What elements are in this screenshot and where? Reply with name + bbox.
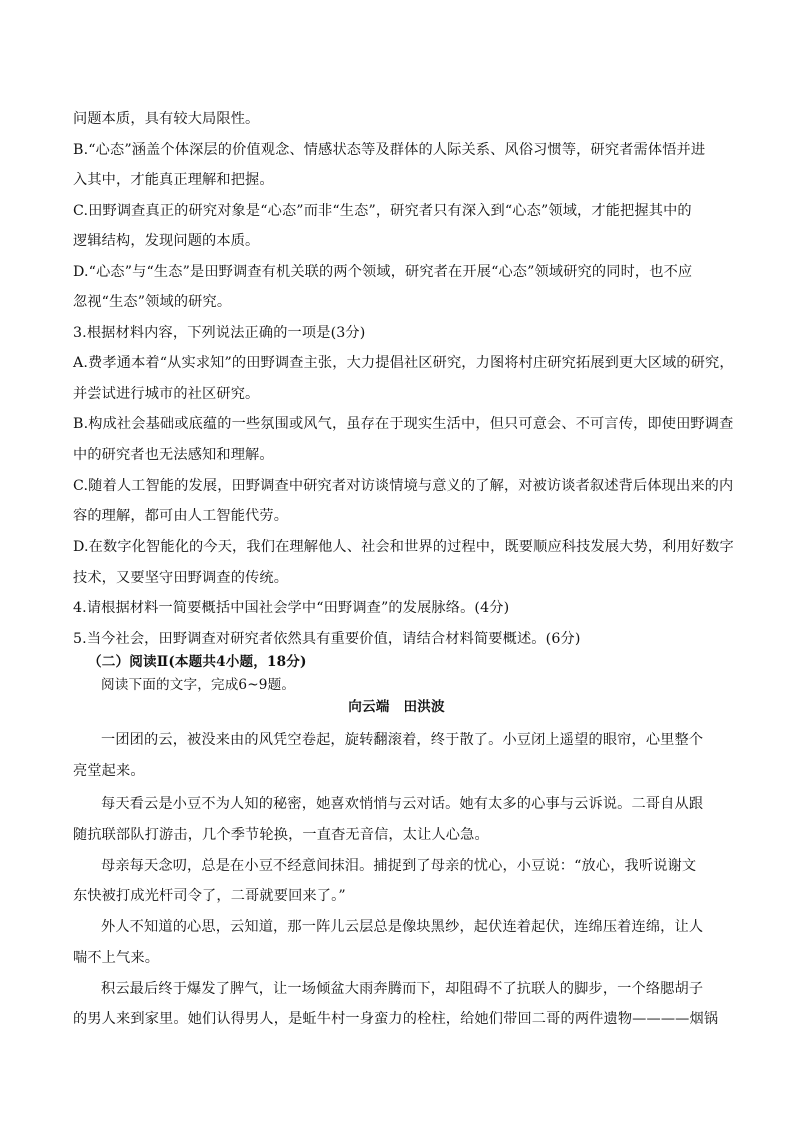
q3-option-b-line1: B.构成社会基础或底蕴的一些氛围或风气，虽存在于现实生活中，但只可意会、不可言传，即使田野调查 bbox=[73, 416, 734, 432]
q3-option-c-line2: 容的理解，都可由人工智能代劳。 bbox=[73, 508, 289, 524]
story-paragraph-1-line2: 亮堂起来。 bbox=[73, 763, 145, 779]
q2-option-d-line1: D.“心态”与“生态”是田野调查有机关联的两个领域，研究者在开展“心态”领域研究的同时，也不应 bbox=[73, 264, 693, 280]
q3-option-c-line1: C.随着人工智能的发展，田野调查中研究者对访谈情境与意义的了解，对被访谈者叙述背后体现出来的内 bbox=[73, 478, 734, 494]
q3-option-a-line1: A.费孝通本着“从实求知”的田野调查主张，大力提倡社区研究，力图将村庄研究拓展到更大区域的研究， bbox=[73, 355, 734, 371]
story-paragraph-5-line2: 的男人来到家里。她们认得男人，是蚯牛村一身蛮力的栓柱，给她们带回二哥的两件遗物————烟锅 bbox=[73, 1011, 719, 1027]
story-paragraph-4-line2: 喘不上气来。 bbox=[73, 950, 160, 966]
q2-option-a-continuation: 问题本质，具有较大局限性。 bbox=[73, 111, 260, 127]
story-paragraph-2-line1: 每天看云是小豆不为人知的秘密，她喜欢悄悄与云对话。她有太多的心事与云诉说。二哥自从跟 bbox=[101, 796, 704, 812]
section-instruction: 阅读下面的文字，完成6~9题。 bbox=[101, 677, 296, 693]
story-paragraph-3-line2: 东快被打成光杆司令了，二哥就要回来了。” bbox=[73, 888, 346, 904]
q3-option-a-line2: 并尝试进行城市的社区研究。 bbox=[73, 386, 260, 402]
story-paragraph-3-line1: 母亲每天念叨，总是在小豆不经意间抹泪。捕捉到了母亲的忧心，小豆说：“放心，我听说谢文 bbox=[101, 858, 697, 874]
q2-option-b-line2: 入其中，才能真正理解和把握。 bbox=[73, 172, 274, 188]
q3-option-b-line2: 中的研究者也无法感知和理解。 bbox=[73, 447, 274, 463]
story-paragraph-4-line1: 外人不知道的心思，云知道，那一阵儿云层总是像块黑纱，起伏连着起伏，连绵压着连绵，让人 bbox=[101, 919, 704, 935]
question-4: 4.请根据材料一简要概括中国社会学中“田野调查”的发展脉络。(4分) bbox=[73, 600, 510, 616]
story-title: 向云端 bbox=[348, 699, 390, 715]
story-title-line bbox=[0, 701, 793, 715]
q3-stem: 3.根据材料内容，下列说法正确的一项是(3分) bbox=[73, 325, 366, 341]
q2-option-c-line2: 逻辑结构，发现问题的本质。 bbox=[73, 233, 260, 249]
q2-option-c-line1: C.田野调查真正的研究对象是“心态”而非“生态”，研究者只有深入到“心态”领域，才能把握其中的 bbox=[73, 203, 692, 219]
q3-option-d-line1: D.在数字化智能化的今天，我们在理解他人、社会和世界的过程中，既要顺应科技发展大势，利用好数字 bbox=[73, 539, 734, 555]
story-author: 田洪波 bbox=[403, 699, 445, 715]
q2-option-b-line1: B.“心态”涵盖个体深层的价值观念、情感状态等及群体的人际关系、风俗习惯等，研究者需体悟并进 bbox=[73, 142, 706, 158]
story-paragraph-1-line1: 一团团的云，被没来由的风凭空卷起，旋转翻滚着，终于散了。小豆闭上遥望的眼帘，心里整个 bbox=[101, 732, 704, 748]
section-heading: （二）阅读Ⅱ(本题共4小题，18分) bbox=[88, 654, 307, 670]
story-paragraph-5-line1: 积云最后终于爆发了脾气，让一场倾盆大雨奔腾而下，却阻碍不了抗联人的脚步，一个络腮胡子 bbox=[101, 981, 704, 997]
question-5: 5.当今社会，田野调查对研究者依然具有重要价值，请结合材料简要概述。(6分) bbox=[73, 631, 581, 647]
q3-option-d-line2: 技术，又要坚守田野调查的传统。 bbox=[73, 570, 289, 586]
story-paragraph-2-line2: 随抗联部队打游击，几个季节轮换，一直杳无音信，太让人心急。 bbox=[73, 827, 489, 843]
q2-option-d-line2: 忽视“生态”领域的研究。 bbox=[73, 294, 232, 310]
